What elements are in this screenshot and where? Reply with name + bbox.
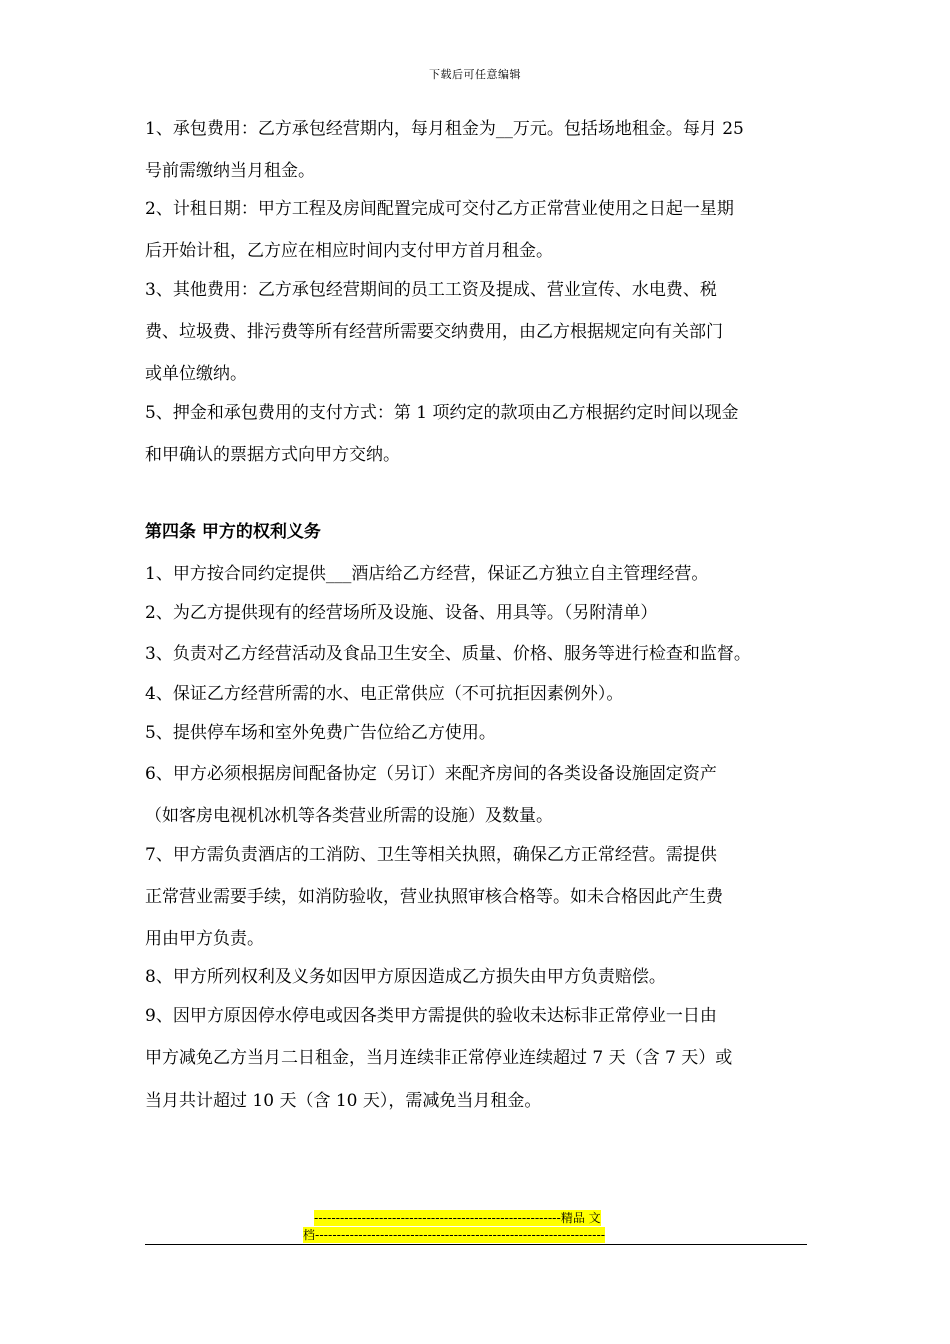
clause-4-9-line-1: 9、因甲方原因停水停电或因各类甲方需提供的验收未达标非正常停业一日由 <box>145 1006 717 1026</box>
clause-3-1-line-1: 1、承包费用：乙方承包经营期内，每月租金为__万元。包括场地租金。每月 25 <box>145 119 744 139</box>
clause-3-3-line-1: 3、其他费用：乙方承包经营期间的员工工资及提成、营业宣传、水电费、税 <box>145 280 717 300</box>
clause-4-6-line-2: （如客房电视机冰机等各类营业所需的设施）及数量。 <box>145 806 553 826</box>
clause-4-3: 3、负责对乙方经营活动及食品卫生安全、质量、价格、服务等进行检查和监督。 <box>145 644 751 664</box>
clause-3-5-line-1: 5、押金和承包费用的支付方式：第 1 项约定的款项由乙方根据约定时间以现金 <box>145 403 739 423</box>
clause-4-6-line-1: 6、甲方必须根据房间配备协定（另订）来配齐房间的各类设备设施固定资产 <box>145 764 717 784</box>
clause-4-7-line-2: 正常营业需要手续，如消防验收，营业执照审核合格等。如未合格因此产生费 <box>145 887 723 907</box>
footer-watermark-line-1: ---------------------------------------------------------精品 文 <box>314 1211 601 1225</box>
clause-4-9-line-2: 甲方减免乙方当月二日租金，当月连续非正常停业连续超过 7 天（含 7 天）或 <box>145 1048 733 1068</box>
clause-3-3-line-3: 或单位缴纳。 <box>145 364 247 384</box>
clause-3-1-line-2: 号前需缴纳当月租金。 <box>145 161 315 181</box>
clause-4-2: 2、为乙方提供现有的经营场所及设施、设备、用具等。（另附清单） <box>145 603 658 623</box>
clause-3-2-line-1: 2、计租日期：甲方工程及房间配置完成可交付乙方正常营业使用之日起一星期 <box>145 199 734 219</box>
clause-3-2-line-2: 后开始计租，乙方应在相应时间内支付甲方首月租金。 <box>145 241 553 261</box>
clause-4-7-line-3: 用由甲方负责。 <box>145 929 264 949</box>
clause-4-4: 4、保证乙方经营所需的水、电正常供应（不可抗拒因素例外）。 <box>145 684 624 704</box>
clause-4-9-line-3: 当月共计超过 10 天（含 10 天），需减免当月租金。 <box>145 1091 542 1111</box>
clause-4-7-line-1: 7、甲方需负责酒店的工消防、卫生等相关执照，确保乙方正常经营。需提供 <box>145 845 717 865</box>
footer-divider <box>145 1244 807 1245</box>
section-heading-article-4: 第四条 甲方的权利义务 <box>145 522 321 542</box>
footer-watermark-line-2: 档------------------------------------------------------------------- <box>303 1228 606 1242</box>
clause-3-5-line-2: 和甲确认的票据方式向甲方交纳。 <box>145 445 400 465</box>
page-header-note: 下载后可任意编辑 <box>429 68 521 81</box>
clause-4-5: 5、提供停车场和室外免费广告位给乙方使用。 <box>145 723 496 743</box>
clause-3-3-line-2: 费、垃圾费、排污费等所有经营所需要交纳费用，由乙方根据规定向有关部门 <box>145 322 723 342</box>
clause-4-8: 8、甲方所列权利及义务如因甲方原因造成乙方损失由甲方负责赔偿。 <box>145 967 666 987</box>
clause-4-1: 1、甲方按合同约定提供___酒店给乙方经营，保证乙方独立自主管理经营。 <box>145 564 709 584</box>
